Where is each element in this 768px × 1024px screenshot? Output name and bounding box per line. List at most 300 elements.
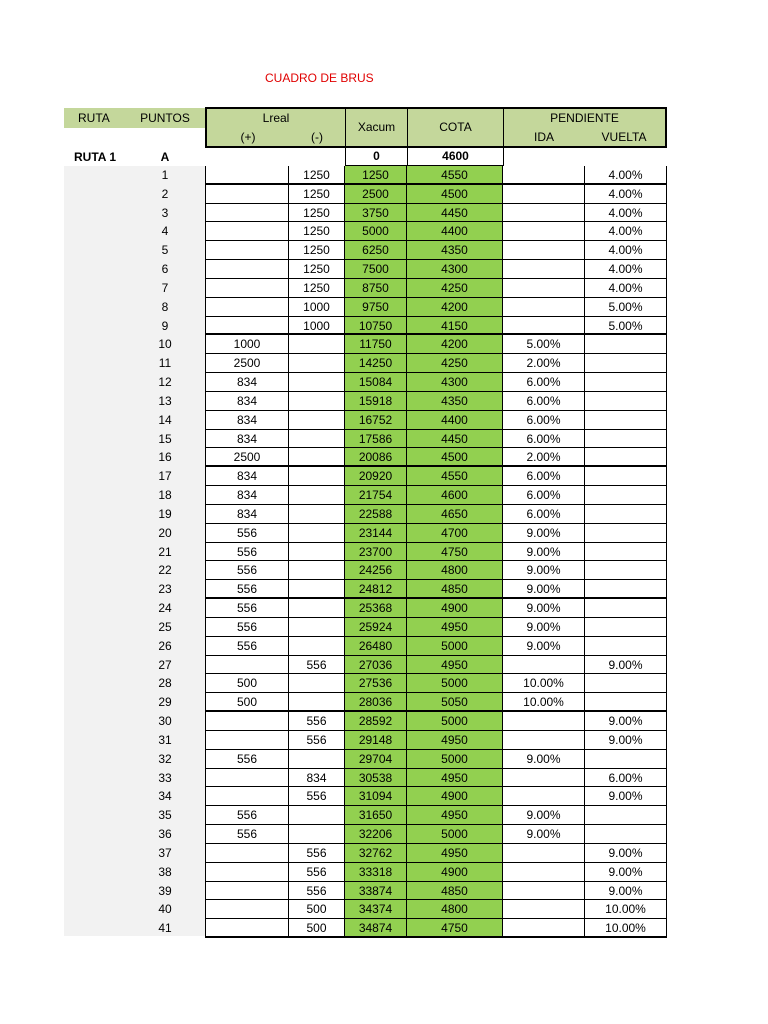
- pendiente-ida-cell: [503, 656, 585, 675]
- pendiente-ida-cell: 9.00%: [503, 637, 585, 656]
- table-row: [205, 204, 667, 223]
- lreal-plus-cell: 556: [205, 561, 289, 580]
- cota-cell: 4400: [407, 222, 503, 241]
- lreal-plus-cell: 834: [205, 411, 289, 430]
- pendiente-ida-cell: 2.00%: [503, 448, 585, 467]
- lreal-plus-cell: 556: [205, 750, 289, 769]
- pendiente-vuelta-cell: 4.00%: [585, 260, 667, 279]
- cota-cell: 4950: [407, 844, 503, 863]
- cota-cell: 5000: [407, 674, 503, 693]
- punto-label: 11: [158, 356, 172, 371]
- table-row: [205, 392, 667, 411]
- pendiente-vuelta-cell: [585, 430, 667, 449]
- xacum-cell: 6250: [345, 241, 407, 260]
- punto-label: 10: [158, 337, 172, 352]
- pendiente-ida-cell: [503, 260, 585, 279]
- punto-label: 33: [158, 770, 172, 785]
- punto-label: 24: [158, 601, 172, 616]
- pendiente-vuelta-cell: [585, 392, 667, 411]
- lreal-minus-cell: [289, 674, 345, 693]
- punto-label: 18: [158, 488, 172, 503]
- punto-label: 35: [158, 808, 172, 823]
- cota-cell: 4400: [407, 411, 503, 430]
- page-title: CUADRO DE BRUS: [265, 71, 374, 85]
- lreal-plus-cell: [205, 900, 289, 919]
- pendiente-ida-cell: 6.00%: [503, 373, 585, 392]
- cota-cell: 4750: [407, 919, 503, 938]
- cota-cell: 4900: [407, 787, 503, 806]
- cota-cell: 4850: [407, 580, 503, 599]
- punto-label: 37: [158, 845, 172, 860]
- xacum-cell: 22588: [345, 505, 407, 524]
- lreal-plus-cell: 834: [205, 486, 289, 505]
- xacum-cell: 10750: [345, 317, 407, 336]
- lreal-plus-cell: [205, 260, 289, 279]
- pendiente-ida-cell: 6.00%: [503, 411, 585, 430]
- cota-cell: 4350: [407, 392, 503, 411]
- table-row: [205, 863, 667, 882]
- pendiente-ida-cell: [503, 731, 585, 750]
- cota-cell: 4750: [407, 543, 503, 562]
- lreal-minus-cell: 834: [289, 769, 345, 788]
- xacum-cell: 25924: [345, 618, 407, 637]
- xacum-cell: 1250: [345, 166, 407, 185]
- pendiente-vuelta-cell: 9.00%: [585, 882, 667, 901]
- lreal-plus-cell: 2500: [205, 354, 289, 373]
- lreal-minus-cell: [289, 335, 345, 354]
- xacum-cell: 5000: [345, 222, 407, 241]
- lreal-minus-cell: 556: [289, 844, 345, 863]
- lreal-plus-cell: [205, 241, 289, 260]
- pendiente-ida-cell: 9.00%: [503, 806, 585, 825]
- lreal-minus-cell: [289, 693, 345, 712]
- punto-label: 30: [158, 714, 172, 729]
- pendiente-vuelta-cell: [585, 825, 667, 844]
- table-row: [205, 279, 667, 298]
- pendiente-vuelta-cell: 5.00%: [585, 298, 667, 317]
- pendiente-ida-cell: [503, 882, 585, 901]
- lreal-plus-cell: 556: [205, 580, 289, 599]
- pendiente-vuelta-cell: [585, 693, 667, 712]
- pendiente-vuelta-cell: 4.00%: [585, 185, 667, 204]
- pendiente-ida-cell: [503, 298, 585, 317]
- pendiente-ida-cell: 10.00%: [503, 674, 585, 693]
- pendiente-vuelta-cell: 4.00%: [585, 204, 667, 223]
- xacum-cell: 33874: [345, 882, 407, 901]
- pendiente-vuelta-cell: [585, 561, 667, 580]
- xacum-cell: 34374: [345, 900, 407, 919]
- lreal-plus-cell: [205, 844, 289, 863]
- lreal-plus-cell: 556: [205, 825, 289, 844]
- pendiente-vuelta-cell: [585, 674, 667, 693]
- punto-label: 20: [158, 525, 172, 540]
- pendiente-ida-cell: [503, 185, 585, 204]
- table-row: [205, 411, 667, 430]
- pendiente-vuelta-cell: [585, 524, 667, 543]
- lreal-plus-cell: 500: [205, 693, 289, 712]
- cota-cell: 4950: [407, 769, 503, 788]
- cota-cell: 4600: [407, 486, 503, 505]
- table-row: [205, 222, 667, 241]
- pendiente-vuelta-cell: [585, 806, 667, 825]
- cota-initial: 4600: [407, 147, 504, 166]
- pendiente-ida-cell: 9.00%: [503, 580, 585, 599]
- table-row: [205, 844, 667, 863]
- lreal-minus-cell: [289, 524, 345, 543]
- lreal-plus-cell: [205, 204, 289, 223]
- pendiente-ida-cell: 9.00%: [503, 524, 585, 543]
- punto-label: 13: [158, 393, 172, 408]
- table-row: [205, 674, 667, 693]
- punto-label: 27: [158, 657, 172, 672]
- lreal-plus-cell: 834: [205, 392, 289, 411]
- cota-cell: 4950: [407, 806, 503, 825]
- cota-cell: 4250: [407, 354, 503, 373]
- pendiente-ida-cell: [503, 166, 585, 185]
- lreal-plus-cell: [205, 317, 289, 336]
- table-row: [205, 750, 667, 769]
- lreal-minus-cell: [289, 543, 345, 562]
- pendiente-vuelta-cell: [585, 637, 667, 656]
- xacum-cell: 20086: [345, 448, 407, 467]
- pendiente-ida-cell: 6.00%: [503, 392, 585, 411]
- xacum-cell: 30538: [345, 769, 407, 788]
- punto-label: 29: [158, 695, 172, 710]
- xacum-cell: 3750: [345, 204, 407, 223]
- cota-cell: 4150: [407, 317, 503, 336]
- lreal-plus-cell: 834: [205, 430, 289, 449]
- pendiente-vuelta-cell: 9.00%: [585, 787, 667, 806]
- table-row: [205, 524, 667, 543]
- pendiente-vuelta-cell: 9.00%: [585, 712, 667, 731]
- lreal-plus-cell: 556: [205, 524, 289, 543]
- punto-label: 12: [158, 375, 172, 390]
- punto-a: A: [160, 150, 170, 164]
- lreal-minus-cell: 1000: [289, 317, 345, 336]
- header-vuelta: VUELTA: [601, 130, 647, 144]
- xacum-cell: 29704: [345, 750, 407, 769]
- lreal-plus-cell: [205, 712, 289, 731]
- punto-label: 34: [158, 789, 172, 804]
- xacum-cell: 28592: [345, 712, 407, 731]
- pendiente-ida-cell: 9.00%: [503, 561, 585, 580]
- cota-cell: 4250: [407, 279, 503, 298]
- table-row: [205, 335, 667, 354]
- cota-cell: 4800: [407, 900, 503, 919]
- punto-label: 21: [158, 544, 172, 559]
- pendiente-vuelta-cell: [585, 448, 667, 467]
- table-row: [205, 354, 667, 373]
- lreal-minus-cell: 1250: [289, 204, 345, 223]
- table-row: [205, 919, 667, 938]
- pendiente-vuelta-cell: [585, 373, 667, 392]
- xacum-cell: 27036: [345, 656, 407, 675]
- cota-cell: 4300: [407, 373, 503, 392]
- pendiente-ida-cell: 9.00%: [503, 599, 585, 618]
- table-row: [205, 260, 667, 279]
- table-row: [205, 900, 667, 919]
- table-row: [205, 543, 667, 562]
- lreal-minus-cell: 500: [289, 919, 345, 938]
- xacum-cell: 28036: [345, 693, 407, 712]
- lreal-minus-cell: 556: [289, 863, 345, 882]
- pendiente-ida-cell: [503, 919, 585, 938]
- lreal-plus-cell: 556: [205, 599, 289, 618]
- header-ruta-label: RUTA: [78, 111, 110, 125]
- cota-cell: 5000: [407, 712, 503, 731]
- pendiente-vuelta-cell: [585, 505, 667, 524]
- cota-cell: 4950: [407, 656, 503, 675]
- table-row: [205, 317, 667, 336]
- pendiente-ida-cell: 6.00%: [503, 505, 585, 524]
- lreal-plus-cell: [205, 279, 289, 298]
- punto-label: 32: [158, 751, 172, 766]
- lreal-minus-cell: [289, 486, 345, 505]
- pendiente-ida-cell: 6.00%: [503, 486, 585, 505]
- lreal-minus-cell: [289, 561, 345, 580]
- table-row: [205, 712, 667, 731]
- punto-label: 14: [158, 412, 172, 427]
- punto-label: 1: [161, 168, 169, 182]
- pendiente-ida-cell: [503, 712, 585, 731]
- lreal-plus-cell: 556: [205, 806, 289, 825]
- lreal-minus-cell: [289, 618, 345, 637]
- pendiente-vuelta-cell: 10.00%: [585, 919, 667, 938]
- header-cota: COTA: [407, 107, 504, 148]
- table-row: [205, 731, 667, 750]
- lreal-plus-cell: 834: [205, 467, 289, 486]
- xacum-cell: 32762: [345, 844, 407, 863]
- cota-cell: 4650: [407, 505, 503, 524]
- xacum-cell: 7500: [345, 260, 407, 279]
- punto-label: 16: [158, 450, 172, 465]
- table-row: [205, 467, 667, 486]
- pendiente-ida-cell: [503, 279, 585, 298]
- cota-cell: 4500: [407, 448, 503, 467]
- xacum-cell: 24812: [345, 580, 407, 599]
- table-row: [205, 769, 667, 788]
- pendiente-vuelta-cell: [585, 467, 667, 486]
- pendiente-vuelta-cell: 4.00%: [585, 279, 667, 298]
- lreal-minus-cell: [289, 806, 345, 825]
- punto-label: 19: [158, 506, 172, 521]
- xacum-cell: 34874: [345, 919, 407, 938]
- lreal-minus-cell: [289, 392, 345, 411]
- lreal-plus-cell: 556: [205, 637, 289, 656]
- pendiente-ida-cell: [503, 241, 585, 260]
- punto-label: 17: [158, 469, 172, 484]
- punto-label: 22: [158, 563, 172, 578]
- punto-label: 41: [158, 921, 172, 936]
- lreal-minus-cell: [289, 825, 345, 844]
- pendiente-ida-cell: 2.00%: [503, 354, 585, 373]
- cota-cell: 4800: [407, 561, 503, 580]
- pendiente-vuelta-cell: 9.00%: [585, 844, 667, 863]
- xacum-cell: 25368: [345, 599, 407, 618]
- pendiente-vuelta-cell: [585, 411, 667, 430]
- lreal-plus-cell: 834: [205, 373, 289, 392]
- xacum-cell: 11750: [345, 335, 407, 354]
- lreal-minus-cell: 1250: [289, 185, 345, 204]
- pendiente-vuelta-cell: 4.00%: [585, 166, 667, 185]
- pendiente-ida-cell: 9.00%: [503, 750, 585, 769]
- lreal-plus-cell: 500: [205, 674, 289, 693]
- table-row: [205, 185, 667, 204]
- cota-cell: 4450: [407, 430, 503, 449]
- pendiente-vuelta-cell: 9.00%: [585, 731, 667, 750]
- pendiente-vuelta-cell: 9.00%: [585, 863, 667, 882]
- pendiente-vuelta-cell: [585, 543, 667, 562]
- pendiente-ida-cell: [503, 769, 585, 788]
- cota-cell: 5000: [407, 637, 503, 656]
- xacum-initial: 0: [345, 147, 408, 166]
- table-row: [205, 693, 667, 712]
- lreal-plus-cell: [205, 298, 289, 317]
- punto-label: 38: [158, 864, 172, 879]
- table-row: [205, 882, 667, 901]
- lreal-minus-cell: [289, 430, 345, 449]
- table-row: [205, 486, 667, 505]
- cota-cell: 4450: [407, 204, 503, 223]
- cota-cell: 4350: [407, 241, 503, 260]
- lreal-plus-cell: [205, 919, 289, 938]
- cota-cell: 4850: [407, 882, 503, 901]
- lreal-plus-cell: [205, 166, 289, 185]
- table-row: [205, 806, 667, 825]
- lreal-minus-cell: [289, 750, 345, 769]
- xacum-cell: 14250: [345, 354, 407, 373]
- punto-label: 3: [161, 205, 169, 220]
- cota-cell: 4550: [407, 467, 503, 486]
- ruta-label: RUTA 1: [74, 150, 116, 164]
- cota-cell: 4300: [407, 260, 503, 279]
- pendiente-vuelta-cell: [585, 354, 667, 373]
- punto-label: 31: [158, 732, 172, 747]
- table-row: [205, 656, 667, 675]
- pendiente-vuelta-cell: 4.00%: [585, 241, 667, 260]
- cota-cell: 4700: [407, 524, 503, 543]
- cota-cell: 4900: [407, 599, 503, 618]
- punto-label: 6: [161, 262, 169, 277]
- xacum-cell: 2500: [345, 185, 407, 204]
- pendiente-vuelta-cell: [585, 618, 667, 637]
- header-pendiente: [503, 107, 667, 148]
- punto-label: 40: [158, 902, 172, 917]
- table-row: [205, 430, 667, 449]
- table-row: [205, 618, 667, 637]
- table-row: [205, 298, 667, 317]
- xacum-cell: 33318: [345, 863, 407, 882]
- lreal-minus-cell: 556: [289, 712, 345, 731]
- lreal-plus-cell: [205, 882, 289, 901]
- lreal-minus-cell: 556: [289, 787, 345, 806]
- lreal-minus-cell: 556: [289, 656, 345, 675]
- table-row: [205, 373, 667, 392]
- xacum-cell: 26480: [345, 637, 407, 656]
- lreal-plus-cell: [205, 731, 289, 750]
- punto-label: 9: [161, 318, 169, 333]
- lreal-minus-cell: [289, 354, 345, 373]
- punto-label: 39: [158, 883, 172, 898]
- table-row: [205, 825, 667, 844]
- lreal-minus-cell: [289, 448, 345, 467]
- pendiente-ida-cell: [503, 900, 585, 919]
- lreal-minus-cell: 556: [289, 882, 345, 901]
- xacum-cell: 17586: [345, 430, 407, 449]
- table-row: [205, 561, 667, 580]
- table-row: [205, 637, 667, 656]
- xacum-cell: 23144: [345, 524, 407, 543]
- pendiente-vuelta-cell: [585, 335, 667, 354]
- pendiente-ida-cell: 6.00%: [503, 467, 585, 486]
- punto-label: 8: [161, 299, 169, 314]
- lreal-minus-cell: [289, 411, 345, 430]
- lreal-minus-cell: [289, 599, 345, 618]
- lreal-minus-cell: 1250: [289, 166, 345, 185]
- pendiente-ida-cell: 9.00%: [503, 618, 585, 637]
- table-row: [205, 505, 667, 524]
- table-row: [205, 166, 667, 185]
- lreal-plus-cell: [205, 787, 289, 806]
- punto-label: 28: [158, 676, 172, 691]
- header-lreal-label: Lreal: [262, 111, 290, 125]
- xacum-cell: 16752: [345, 411, 407, 430]
- pendiente-ida-cell: 9.00%: [503, 825, 585, 844]
- xacum-cell: 32206: [345, 825, 407, 844]
- pendiente-vuelta-cell: 10.00%: [585, 900, 667, 919]
- punto-label: 7: [161, 280, 169, 295]
- pendiente-ida-cell: 10.00%: [503, 693, 585, 712]
- lreal-plus-cell: [205, 185, 289, 204]
- cota-cell: 4200: [407, 298, 503, 317]
- header-lreal: [205, 107, 346, 148]
- lreal-minus-cell: 1250: [289, 241, 345, 260]
- punto-label: 5: [161, 243, 169, 258]
- lreal-minus-cell: 1000: [289, 298, 345, 317]
- lreal-minus-cell: 1250: [289, 260, 345, 279]
- cota-cell: 4900: [407, 863, 503, 882]
- pendiente-ida-cell: 9.00%: [503, 543, 585, 562]
- punto-label: 4: [161, 224, 169, 239]
- xacum-cell: 31650: [345, 806, 407, 825]
- xacum-cell: 31094: [345, 787, 407, 806]
- lreal-minus-cell: [289, 580, 345, 599]
- punto-label: 26: [158, 638, 172, 653]
- cota-cell: 5000: [407, 825, 503, 844]
- table-row: [205, 599, 667, 618]
- lreal-minus-cell: [289, 637, 345, 656]
- pendiente-vuelta-cell: [585, 599, 667, 618]
- lreal-minus-cell: [289, 373, 345, 392]
- xacum-cell: 20920: [345, 467, 407, 486]
- lreal-plus-cell: 556: [205, 618, 289, 637]
- header-ida: IDA: [533, 130, 554, 144]
- cota-cell: 4550: [407, 166, 503, 185]
- punto-label: 23: [158, 582, 172, 597]
- lreal-plus-cell: 2500: [205, 448, 289, 467]
- pendiente-ida-cell: 5.00%: [503, 335, 585, 354]
- punto-label: 15: [158, 431, 172, 446]
- cota-cell: 5000: [407, 750, 503, 769]
- xacum-cell: 23700: [345, 543, 407, 562]
- cota-cell: 4950: [407, 731, 503, 750]
- header-minus: (-): [311, 130, 323, 144]
- lreal-minus-cell: [289, 505, 345, 524]
- xacum-cell: 15084: [345, 373, 407, 392]
- xacum-cell: 27536: [345, 674, 407, 693]
- pendiente-vuelta-cell: [585, 750, 667, 769]
- lreal-plus-cell: [205, 222, 289, 241]
